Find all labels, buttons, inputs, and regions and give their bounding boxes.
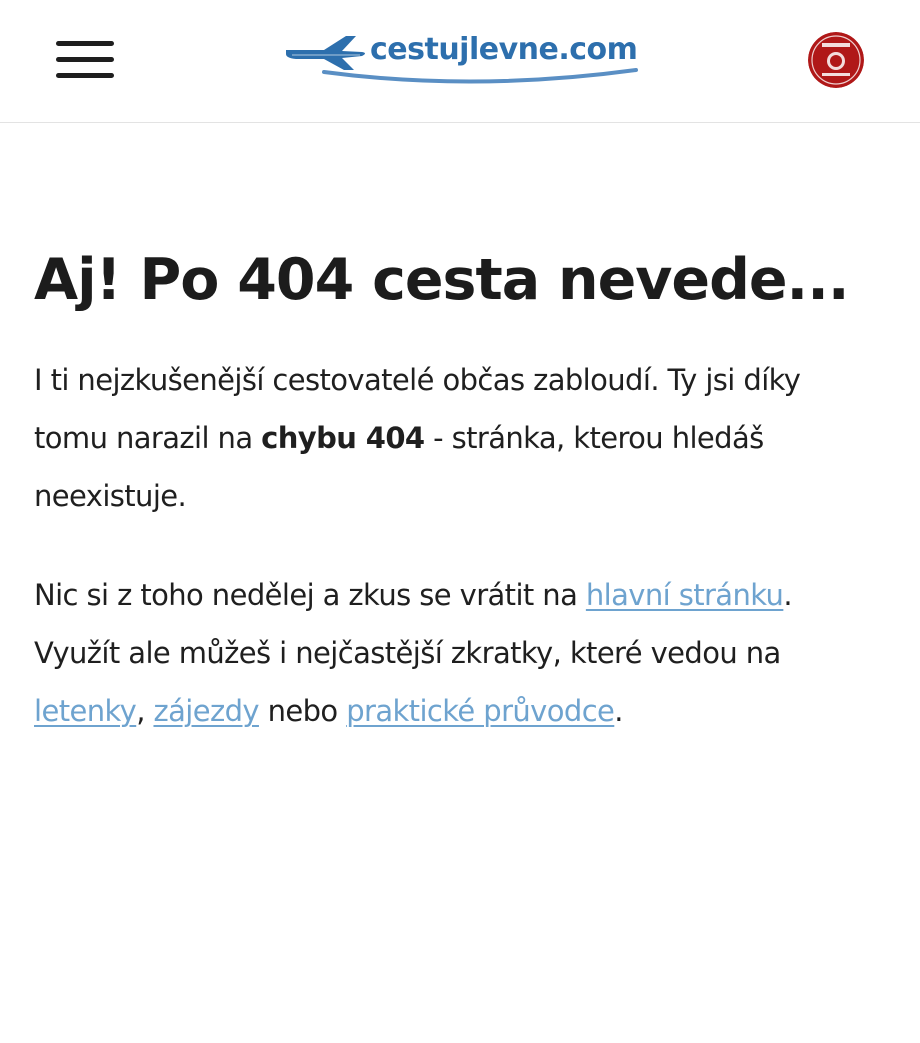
text-segment: . <box>614 694 623 728</box>
hamburger-menu-icon[interactable] <box>56 40 114 80</box>
help-paragraph <box>34 566 874 740</box>
menu-line <box>56 57 114 62</box>
text-segment: Nic si z toho nedělej a zkus se vrátit na <box>34 578 586 612</box>
flights-link[interactable]: letenky <box>34 694 137 728</box>
tours-link[interactable]: zájezdy <box>153 694 259 728</box>
text-segment: , <box>136 694 154 728</box>
avatar-badge-icon <box>808 32 864 88</box>
text-segment: - stránka, kterou hledáš neexistuje. <box>34 421 764 513</box>
text-segment: . Využít ale můžeš i nejčastější zkratky, které vedou na <box>34 578 792 670</box>
page-title: Aj! Po 404 cesta nevede... <box>34 247 849 313</box>
home-page-link[interactable]: hlavní stránku <box>585 578 784 612</box>
menu-line <box>56 73 114 78</box>
text-segment: I ti nejzkušenější cestovatelé občas zabloudí. Ty jsi díky tomu narazil na <box>34 363 801 455</box>
text-segment: nebo <box>258 694 347 728</box>
error-content <box>34 240 874 740</box>
user-avatar[interactable] <box>808 32 864 88</box>
error-code-bold: chybu 404 <box>261 421 425 455</box>
guides-link[interactable]: praktické průvodce <box>346 694 615 728</box>
menu-line <box>56 41 114 46</box>
site-header <box>0 0 920 123</box>
site-logo[interactable] <box>284 28 640 92</box>
logo-text: cestujlevne.com <box>370 32 638 67</box>
error-description <box>34 351 874 525</box>
